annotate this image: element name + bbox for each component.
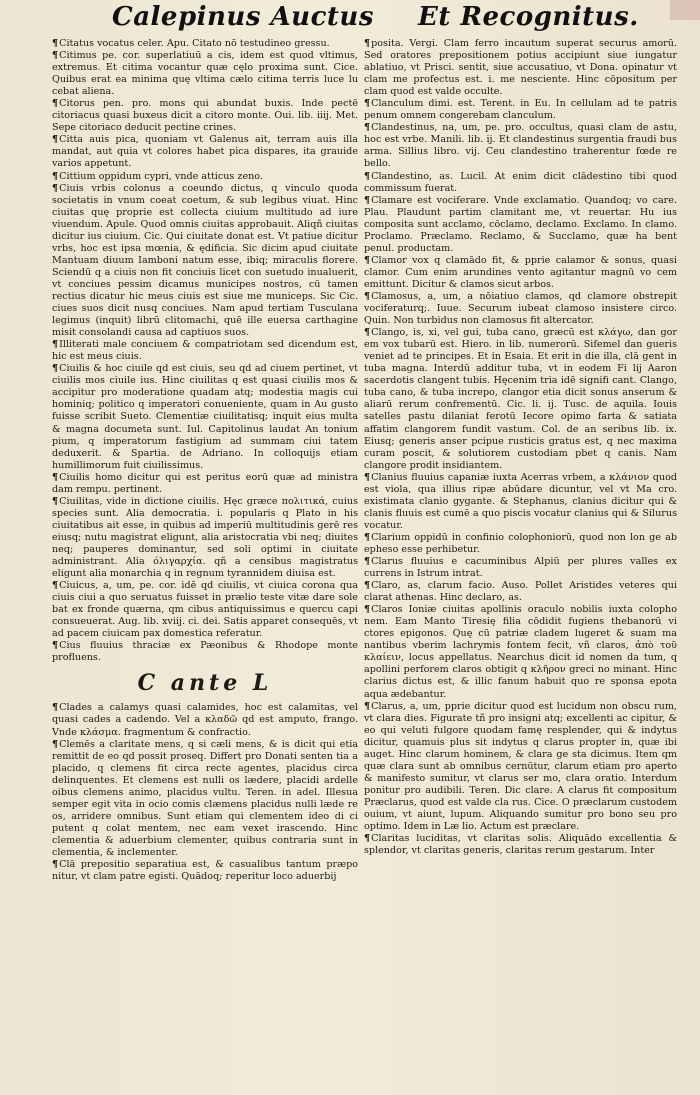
entry-marker-icon: ¶ bbox=[52, 170, 59, 182]
entry-text: Citimus pe. cor. superlatiuū a cis, idem est quod vltimus, extremus. Et citima vocantur quæ cęlo proxima sunt. Cice. Quibus erat ea minima quę vltima cælo citima terris luce lu cebat aliena. bbox=[52, 50, 358, 98]
entry-text: Clamare est vociferare. Vnde exclamatio. Quandoq; vo care. Plau. Plaudunt partim clamitant me, vt reuertar. Hu ius composita sunt acclamo, cōclamo, declamo. Exclamo. In clamo. Proclamo. Præclamo. Reclamo, & Succlamo, quæ ha bent penul. productam. bbox=[364, 194, 677, 254]
dictionary-entry bbox=[52, 739, 358, 859]
entry-text: Ciuilitas, vide in dictione ciuilis. Hęc græce πολιτικά, cuius species sunt. Alia democratia. i. popularis q Plato in his ciuitatibus ait esse, in quibus ad imperiū multitudinis gerē res eiusq; nutu magistrat eligunt, alia aristocratia vbi neq; diuites neq; pauperes dominantur, sed soli optimi in ciuitate administrant. Alia όλιγαρχία. qñ a censibus magistratus eligunt alia monarchia q in regnum tyrannidem diuisa est. bbox=[52, 495, 358, 580]
entry-marker-icon: ¶ bbox=[52, 738, 59, 750]
dictionary-entry bbox=[364, 472, 677, 532]
running-head-left: Calepinus Auctus bbox=[112, 2, 374, 32]
dictionary-entry bbox=[364, 532, 677, 556]
entry-marker-icon: ¶ bbox=[52, 339, 59, 351]
entry-text: Clarium oppidū in confinio colophoniorū, quod non lon ge ab epheso esse perhibetur. bbox=[364, 531, 677, 555]
dictionary-entry bbox=[52, 183, 358, 340]
right-column-entries bbox=[364, 38, 677, 857]
dictionary-entry bbox=[364, 195, 677, 255]
entry-text: Claritas luciditas, vt claritas solis. Aliquādo excellentia & splendor, vt claritas generis, claritas rerum gestarum. Inter bbox=[364, 833, 677, 857]
entry-marker-icon: ¶ bbox=[364, 556, 371, 568]
dictionary-entry bbox=[364, 833, 677, 857]
dictionary-entry bbox=[52, 134, 358, 170]
entry-text: Citta auis pica, quoniam vt Galenus ait, terram auis illa mandat, aut quia vt colores habet pica dispares, ita grauide varios appetunt. bbox=[52, 134, 358, 170]
entry-marker-icon: ¶ bbox=[364, 833, 371, 845]
entry-text: Clamosus, a, um, a nōiatiuo clamos, qd clamore obstrepit vociferaturq;. Iuue. Securum iubeat clamoso insistere circo. Quin. Non turbidus non clamosus fit altercator. bbox=[364, 290, 677, 327]
entry-text: Citorus pen. pro. mons qui abundat buxis. Inde pectē citoriacus quasi buxeus dicit a citoro monte. Oui. lib. iiij. Met. Sepe citoriaco deducit pectine crines. bbox=[52, 98, 358, 134]
entry-text: Clandestino, as. Lucil. At enim dicit clādestino tibi quod commissum fuerat. bbox=[364, 170, 677, 194]
entry-marker-icon: ¶ bbox=[52, 471, 59, 483]
entry-marker-icon: ¶ bbox=[52, 134, 59, 146]
left-column bbox=[52, 38, 358, 883]
dictionary-entry bbox=[364, 291, 677, 327]
entry-marker-icon: ¶ bbox=[364, 471, 371, 483]
entry-text: Clanculum dimi. est. Terent. in Eu. In cellulam ad te patris penum omnem congerebam clanculum. bbox=[364, 98, 677, 122]
right-column bbox=[364, 38, 677, 857]
running-head-right: Et Recognitus. bbox=[418, 2, 639, 32]
entry-marker-icon: ¶ bbox=[364, 700, 371, 712]
entry-marker-icon: ¶ bbox=[364, 170, 371, 182]
entry-marker-icon: ¶ bbox=[364, 531, 371, 543]
dictionary-entry bbox=[52, 171, 358, 183]
entry-text: Clandestinus, na, um, pe. pro. occultus, quasi clam de astu, hoc est vrbe. Manili. lib. ij. Et clandestinus surgentia fraudi bus arma. Sillius libro. vij. Ceu clandestino traherentur fœde re bello. bbox=[364, 122, 677, 170]
dictionary-entry bbox=[364, 556, 677, 580]
dictionary-entry bbox=[52, 339, 358, 363]
entry-text: Ciuicus, a, um, pe. cor. idē qd ciuilis, vt ciuica corona qua ciuis ciui a quo seruatus fuisset in prælio teste vitæ dare sole bat ex fronde quærna, qm cibus antiquissimus e quercu capi consueuerat. Aug. lib. xviij. ci. dei. Satis apparet consequēs, vt ad pacem ciuicam pax domestica referatur. bbox=[52, 580, 358, 640]
dictionary-entry bbox=[52, 472, 358, 496]
entry-text: Clemēs a claritate mens, q si cæli mens, & is dicit qui etia remittit de eo qd possit proseq. Differt pro Donati senten tia a placido, q clemens fit circa recte agentes, placidus circa delinquentes. Et clemens est nulli os lædere, placidi ardelle oibus clemens animo, placidus vultu. Teren. in adel. Illesua semper egit vita in ocio comis clæmens placidus nulli læde re os, arridere omnibus. Sunt etiam qui clementem ideo di ci putent q colat mentem, nec eam vexet irascendo. Hinc clementia & aduerbium clementer, quibus contraria sunt in clementia, & inclementer. bbox=[52, 738, 358, 858]
entry-marker-icon: ¶ bbox=[52, 182, 59, 194]
entry-text: Illiterati male conciuem & compatriotam sed dicendum est, hic est meus ciuis. bbox=[52, 339, 358, 363]
dictionary-entry bbox=[364, 122, 677, 170]
entry-text: Ciuis vrbis colonus a coeundo dictus, q vinculo quoda societatis in vnum coeat coetum, & sub legibus viuat. Hinc ciuitas quę proprie est collecta ciuium multitudo ad iure viuendum. Apule. Quod omnis ciuitas approbauit. Aliqñ ciuitas dicitur ius ciuium. Cic. Qui ciuitate donat est. Vt patiue dicitur vrbs, hoc est ipsa mœnia, & ędificia. Sic dicim apud ciuitate Mantuam diuum Iamboni natum esse, ibiq; miraculis florere. Sciendū q a ciuis non fit conciuis licet con suetudo inualuerit, vt conciues pessim dicamus municipes nostros, cū tamen rectius dicatur hic meus ciuis est siue me municeps. Sic Cic. ciues suos dicit nusq conciues. Nam apud tertiam Tusculana legimus (inquit) librū clitomachi, quē ille euersa carthagine misit consolandi causa ad captiuos suos. bbox=[52, 182, 358, 339]
entry-marker-icon: ¶ bbox=[364, 254, 371, 266]
entry-text: Clā prepositio separatiua est, & casualibus tantum præpo nitur, vt clam patre egisti. Quādoq; reperitur loco aduerbij bbox=[52, 859, 358, 883]
entry-marker-icon: ¶ bbox=[52, 640, 59, 652]
dictionary-entry bbox=[364, 327, 677, 472]
dictionary-entry bbox=[364, 171, 677, 195]
dictionary-entry bbox=[52, 702, 358, 738]
dictionary-entry bbox=[52, 496, 358, 580]
dictionary-entry bbox=[52, 640, 358, 664]
entry-text: Clango, is, xi, vel gui, tuba cano, græcū est κλάγω, dan gor em vox tubarū est. Hiero. in lib. numerorū. Sifemel dan gueris veniet ad te principes. Et in Esaia. Et erit in die illa, clā gent in tuba magna. Interdū additur tuba, vt in eodem Fi lij Aaron sacerdotis clangent tubis. Hęcenim tria idē signifi cant. Clango, tuba cano, & tuba increpo, clangor etia dicit sonus anserum & aliarū rerum confrementū. Cic. li. ij. Tusc. de aquila. Iouis satelles pastu dilaniat ferotū Iecore opimo farta & satiata affatim clangorem fundit vastum. Col. de an seribus lib. ix. Eiusq; generis anser pcipue rusticis gratus est, q nec maxima curam poscit, & solutiorem custodiam pbet q canis. Nam clangore prodit insidiantem. bbox=[364, 327, 677, 471]
dictionary-entry bbox=[52, 38, 358, 50]
dictionary-entry bbox=[364, 580, 677, 604]
entry-marker-icon: ¶ bbox=[364, 604, 371, 616]
entry-text: Ciuilis & hoc ciuile qd est ciuis, seu qd ad ciuem pertinet, vt ciuilis mos ciuile ius. Hinc ciuilitas q est quasi ciuilis mos & accipitur pro moderatione quadam atq; modestia magis cui hominiq; politico q imperatori conueniente, quam in Au gusto fuisse scribit Sueto. Clementiæ ciuilitatisq; inquit eius multa & magna documeta sunt. Iul. Capitolinus laudat An tonium pium, q imperatorum fastigium ad summam ciui tatem deduxerit. & Spartia. de Adriano. In colloquijs etiam humillimorum fuit ciuilissimus. bbox=[52, 363, 358, 471]
entry-marker-icon: ¶ bbox=[52, 98, 59, 110]
dictionary-entry bbox=[52, 50, 358, 98]
dictionary-entry bbox=[52, 580, 358, 640]
left-column-entries-top bbox=[52, 38, 358, 664]
entry-marker-icon: ¶ bbox=[52, 38, 59, 49]
entry-text: Clades a calamys quasi calamides, hoc est calamitas, vel quasi cades a cadendo. Vel a κλαδῶ qd est amputo, frango. Vnde κλάσμα. fragmentum & confractio. bbox=[52, 702, 358, 738]
entry-text: Clamor vox q clamādo fit, & pprie calamor & sonus, quasi clamor. Cum enim arundines vento agitantur magnū vo cem emittunt. Dicitur & clamos sicut arbos. bbox=[364, 254, 677, 290]
entry-marker-icon: ¶ bbox=[364, 122, 371, 134]
dictionary-entry bbox=[52, 98, 358, 134]
entry-text: Cius fluuius thraciæ ex Pæonibus & Rhodope monte profluens. bbox=[52, 640, 358, 664]
entry-text: Clarus, a, um, pprie dicitur quod est lucidum non obscu rum, vt clara dies. Figurate tñ pro insigni atq; excellenti ac cipitur, & eo qui veluti fulgore quodam famę resplender, qui & indytus dicitur, quamuis plus sit indytus q clarus propter in, quæ ibi auget. Hinc clarum hominem, & clara ge sta dicimus. Item qm quæ clara sunt ab omnibus cernūtur, clarum etiam pro aperto & manifesto sumitur, vt clarus ser mo, clara oratio. Interdum ponitur pro audibili. Teren. Dic clare. A clarus fit compositum Præclarus, quod est valde cla rus. Cice. O præclarum custodem ouium, vt aiunt, lupum. Aliquando sumitur pro bono seu pro optimo. Idem in Læ lio. Actum est præclare. bbox=[364, 700, 677, 833]
entry-text: Clanius fluuius capaniæ iuxta Acerras vrbem, a κλάνιον quod est viola, qua illius ripæ abūdare dicuntur, vel vt Ma cro. existimata clanio gygante. & Stephanus, clanius dicitur qui & clanis fluuis est cumē a quo piscis vocatur clanius qui & Silurus vocatur. bbox=[364, 471, 677, 531]
dictionary-entry bbox=[364, 701, 677, 834]
dictionary-entry bbox=[364, 98, 677, 122]
entry-marker-icon: ¶ bbox=[364, 98, 371, 110]
entry-text: Clarus fluuius e cacuminibus Alpiū per plures valles ex currens in Istrum intrat. bbox=[364, 556, 677, 580]
dictionary-entry bbox=[364, 604, 677, 700]
left-column-entries-bottom bbox=[52, 702, 358, 883]
dictionary-entry bbox=[364, 38, 677, 98]
entry-text: Citatus vocatus celer. Apu. Citato nō testudineo gressu. bbox=[59, 38, 330, 49]
entry-marker-icon: ¶ bbox=[52, 580, 59, 592]
entry-text: Ciuilis homo dicitur qui est peritus eorū quæ ad ministra dam rempu. pertinent. bbox=[52, 471, 358, 495]
section-heading: C ante L bbox=[137, 670, 273, 697]
entry-marker-icon: ¶ bbox=[364, 580, 371, 592]
dictionary-entry bbox=[364, 255, 677, 291]
entry-marker-icon: ¶ bbox=[364, 327, 371, 339]
entry-text: Claros Ioniæ ciuitas apollinis oraculo nobilis iuxta colopho nem. Eam Manto Tiresię filia cōdidit fugiens thebanorū vi ctores epigonos. Quę cū patriæ cladem lugeret & suam ma nantibus vberim lachrymis fontem fecit, vñ claros, ἀπὸ τοῦ κλαίειν, locus appellatus. Nearchus dicit id nomen da tum, q apollini perforem claros obtigit q κλῆρον greci no minant. Hinc clarius dictus est, & illic fanum habuit quo re sponsa epota aqua ædebantur. bbox=[364, 604, 677, 700]
entry-marker-icon: ¶ bbox=[52, 363, 59, 375]
entry-marker-icon: ¶ bbox=[52, 495, 59, 507]
dictionary-entry bbox=[52, 859, 358, 883]
entry-marker-icon: ¶ bbox=[52, 859, 59, 871]
running-head bbox=[0, 0, 700, 38]
entry-marker-icon: ¶ bbox=[364, 38, 371, 49]
entry-text: Cittium oppidum cypri, vnde atticus zeno. bbox=[59, 170, 263, 182]
entry-text: posita. Vergi. Clam ferro incautum superat securus amorū. Sed oratores prepositionem potius accipiunt siue iungatur ablatiuo, vt Prisci. sentit, siue accusatiuo, vt Dona. opinatur vt clam me profectus est. i. me nesciente. Hinc cōpositum per clam quod est valde occulte. bbox=[364, 38, 677, 98]
entry-marker-icon: ¶ bbox=[52, 50, 59, 62]
entry-marker-icon: ¶ bbox=[364, 194, 371, 206]
dictionary-entry bbox=[52, 363, 358, 471]
entry-text: Claro, as, clarum facio. Auso. Pollet Aristides veteres qui clarat athenas. Hinc declaro, as. bbox=[364, 580, 677, 604]
entry-marker-icon: ¶ bbox=[52, 702, 59, 714]
entry-marker-icon: ¶ bbox=[364, 290, 371, 302]
